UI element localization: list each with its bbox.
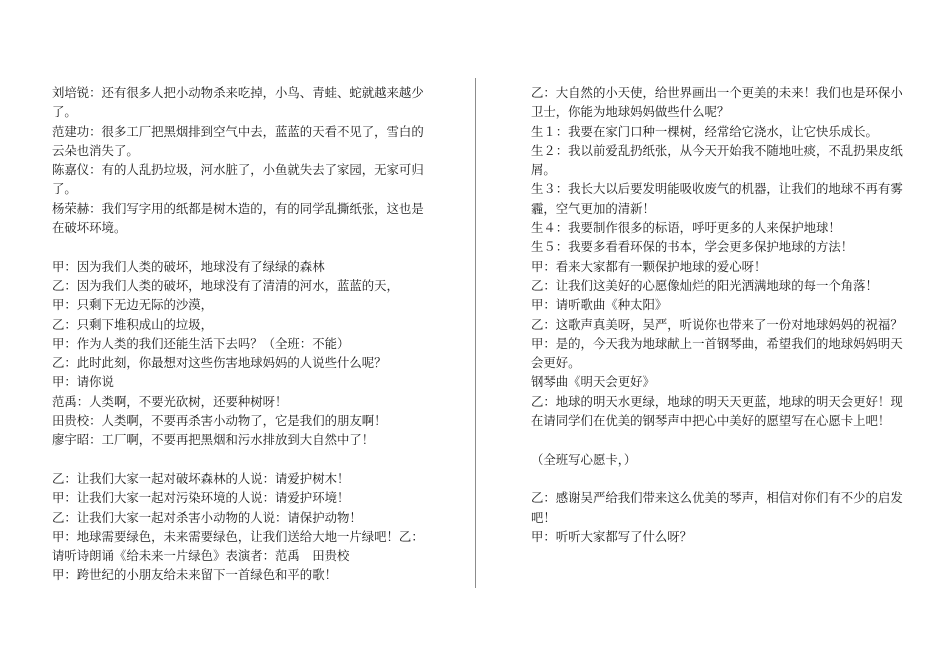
left-column xyxy=(52,83,432,585)
paragraph-gap xyxy=(52,237,432,256)
paragraph-gap xyxy=(52,450,432,469)
dialogue-line: 乙：让我们大家一起对杀害小动物的人说：请保护动物！ xyxy=(52,509,362,525)
dialogue-line: （全班写心愿卡，） xyxy=(531,451,637,467)
dialogue-line: 甲：让我们大家一起对污染环境的人说：请爱护环境！ xyxy=(52,490,350,506)
dialogue-line: 乙：让我们这美好的心愿像灿烂的阳光洒满地球的每一个角落！ xyxy=(531,277,878,293)
dialogue-line: 钢琴曲《明天会更好》 xyxy=(531,374,655,390)
dialogue-line: 生１：我要在家门口种一棵树，经常给它浇水，让它快乐成长。 xyxy=(531,123,878,139)
dialogue-line: 乙：只剩下堆积成山的垃圾， xyxy=(52,316,214,332)
dialogue-line: 范禹：人类啊，不要光砍树，还要种树呀！ xyxy=(52,393,288,409)
paragraph-gap xyxy=(531,469,913,488)
paragraph-gap xyxy=(531,430,913,449)
dialogue-line: 甲：作为人类的我们还能生活下去吗？（全班：不能） xyxy=(52,335,350,351)
column-divider xyxy=(475,78,476,588)
dialogue-line: 廖宇昭：工厂啊，不要再把黑烟和污水排放到大自然中了！ xyxy=(52,432,375,448)
dialogue-line: 甲：听听大家都写了什么呀？ xyxy=(531,528,693,544)
dialogue-line: 生４：我要制作很多的标语，呼吁更多的人来保护地球！ xyxy=(531,220,841,236)
dialogue-line: 范建功：很多工厂把黑烟排到空气中去，蓝蓝的天看不见了，雪白的云朵也消失了。 xyxy=(52,123,424,158)
dialogue-line: 陈嘉仪：有的人乱扔垃圾，河水脏了，小鱼就失去了家园，无家可归了。 xyxy=(52,162,424,197)
dialogue-line: 田贵校：人类啊，不要再杀害小动物了，它是我们的朋友啊！ xyxy=(52,413,387,429)
dialogue-line: 刘培锐：还有很多人把小动物杀来吃掉，小鸟、青蛙、蛇就越来越少了。 xyxy=(52,85,424,120)
right-column xyxy=(531,83,913,546)
dialogue-line: 甲：因为我们人类的破坏，地球没有了绿绿的森林 xyxy=(52,258,325,274)
dialogue-line: 甲：是的，今天我为地球献上一首钢琴曲，希望我们的地球妈妈明天会更好。 xyxy=(531,335,903,371)
dialogue-line: 乙：因为我们人类的破坏，地球没有了清清的河水，蓝蓝的天， xyxy=(52,277,399,293)
dialogue-line: 甲：地球需要绿色，未来需要绿色，让我们送给大地一片绿吧！乙：请听诗朗诵《给未来一片绿色》表演者：范禹 田贵校 xyxy=(52,528,424,564)
dialogue-line: 乙：这歌声真美呀，吴严，听说你也带来了一份对地球妈妈的祝福？ xyxy=(531,316,903,332)
dialogue-line: 甲：请听歌曲《种太阳》 xyxy=(531,297,668,313)
dialogue-line: 甲：看来大家都有一颗保护地球的爱心呀！ xyxy=(531,258,767,274)
dialogue-line: 生５：我要多看看环保的书本，学会更多保护地球的方法！ xyxy=(531,239,854,255)
dialogue-line: 乙：让我们大家一起对破坏森林的人说：请爱护树木！ xyxy=(52,470,350,486)
dialogue-line: 生２：我以前爱乱扔纸张，从今天开始我不随地吐痰，不乱扔果皮纸屑。 xyxy=(531,142,903,178)
dialogue-line: 甲：跨世纪的小朋友给未来留下一首绿色和平的歌！ xyxy=(52,567,337,583)
dialogue-line: 乙：此时此刻，你最想对这些伤害地球妈妈的人说些什么呢？ xyxy=(52,355,387,371)
dialogue-line: 乙：感谢吴严给我们带来这么优美的琴声，相信对你们有不少的启发吧！ xyxy=(531,490,903,525)
dialogue-line: 乙：地球的明天水更绿，地球的明天天更蓝，地球的明天会更好！现在请同学们在优美的钢琴声中把心中美好的愿望写在心愿卡上吧！ xyxy=(531,393,903,429)
dialogue-line: 乙：大自然的小天使，给世界画出一个更美的未来！我们也是环保小卫士，你能为地球妈妈做些什么呢？ xyxy=(531,85,903,120)
dialogue-line: 杨荣赫：我们写字用的纸都是树木造的，有的同学乱撕纸张，这也是在破坏环境。 xyxy=(52,200,424,236)
dialogue-line: 甲：只剩下无边无际的沙漠， xyxy=(52,297,214,313)
dialogue-line: 甲：请你说 xyxy=(52,374,114,390)
dialogue-line: 生３：我长大以后要发明能吸收废气的机器，让我们的地球不再有雾霾，空气更加的清新！ xyxy=(531,181,903,216)
